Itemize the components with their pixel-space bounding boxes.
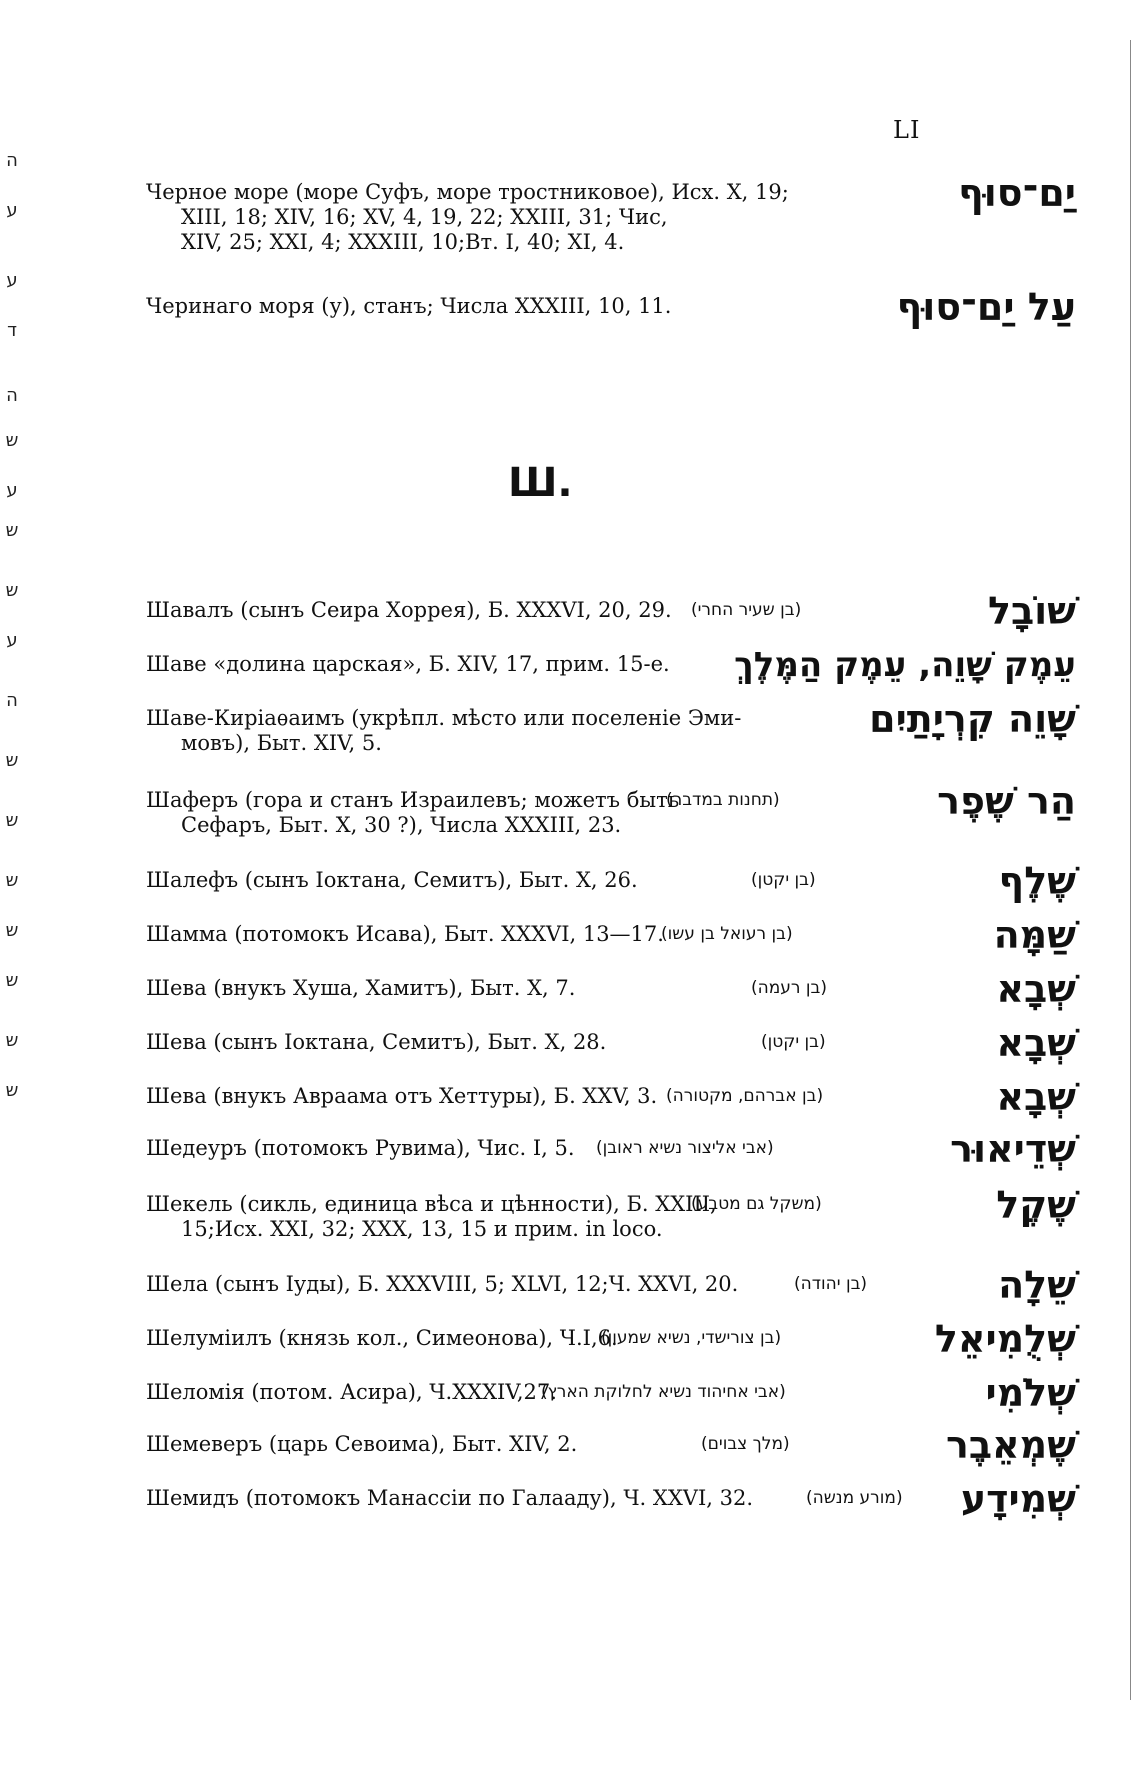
hebrew-headword: שְׁמִידָע [960, 1477, 1076, 1521]
hebrew-note: (בן רעואל בן עשו) [661, 924, 793, 944]
hebrew-note: (בן יקטן) [761, 1032, 826, 1052]
hebrew-headword: הַר שֶׁפֶר [937, 779, 1076, 823]
hebrew-headword: עֵמֶק שָׁוֵה, עֵמֶק הַמֶּלֶךְ [734, 645, 1076, 685]
entry-line: мовъ), Быт. XIV, 5. [181, 731, 382, 755]
hebrew-headword: שְׁבָא [996, 1075, 1076, 1119]
hebrew-headword: שְׁלֹמִי [985, 1371, 1076, 1415]
hebrew-headword: שׁוֹבָל [987, 589, 1076, 633]
entry-line: Шева (внукъ Авраама отъ Хеттуры), Б. XXV, 3. [146, 1084, 658, 1108]
entry-text [146, 1030, 821, 1055]
entry-line: Шалефъ (сынъ Іоктана, Семитъ), Быт. X, 26. [146, 868, 638, 892]
hebrew-headword: שְׁבָא [996, 967, 1076, 1011]
hebrew-headword: שָׁוֵה קִרְיָתַיִם [869, 697, 1076, 741]
hebrew-headword: עַל יַם־סוּף [896, 285, 1076, 329]
entry-line: XIII, 18; XIV, 16; XV, 4, 19, 22; XXIII, 31; Чис, [181, 205, 668, 229]
entry-line: Шела (сынъ Іуды), Б. XXXVIII, 5; XLVI, 12;Ч. XXVI, 20. [146, 1272, 739, 1296]
hebrew-note: (בן יהודה) [794, 1274, 868, 1294]
entry-text [146, 294, 821, 319]
bleed-through-margin: ה ע ע ד ה ש ע ש ש ע ה ש ש ש ש ש ש ש [5, 150, 19, 1101]
hebrew-note: (בן יקטן) [751, 870, 816, 890]
entry-line: Шемидъ (потомокъ Манассіи по Галааду), Ч. XXVI, 32. [146, 1486, 754, 1510]
entry-text [146, 868, 821, 893]
entry-text [146, 1486, 821, 1511]
entry-line: 15;Исх. XXI, 32; XXX, 13, 15 и прим. in loco. [181, 1217, 663, 1241]
entry-line: Сефаръ, Быт. X, 30 ?), Числа XXXIII, 23. [181, 813, 622, 837]
entry-line: Черинаго моря (у), станъ; Числа XXXIII, 10, 11. [146, 294, 672, 318]
hebrew-headword: שֶׁמְאֵבֶר [945, 1423, 1076, 1467]
entry-line: Шамма (потомокъ Исава), Быт. XXXVI, 13—17. [146, 922, 664, 946]
hebrew-note: (אבי אחיהוד נשיא לחלוקת הארץ) [541, 1382, 786, 1402]
hebrew-note: (תחנות במדבר) [666, 790, 780, 810]
hebrew-headword: שַׁמָּה [993, 913, 1076, 957]
hebrew-note: (אבי אליצור נשיא ראובן) [596, 1138, 774, 1158]
entry-line: Шавалъ (сынъ Сеира Хоррея), Б. XXXVI, 20, 29. [146, 598, 672, 622]
entry-line: Шемеверъ (царь Севоима), Быт. XIV, 2. [146, 1432, 578, 1456]
entry-line: Шаве-Киріаѳаимъ (укрѣпл. мѣсто или поселеніе Эми- [146, 706, 742, 730]
hebrew-note: (משקל גם מטבע) [691, 1194, 822, 1214]
entry-line: Шаферъ (гора и станъ Израилевъ; можетъ быть [146, 788, 680, 812]
page-edge-rule [1130, 40, 1131, 1700]
hebrew-note: (בן רעמה) [751, 978, 828, 998]
entry-line: Шеломія (потом. Асира), Ч.XXXIV,27. [146, 1380, 557, 1404]
entry-line: Черное море (море Суфъ, море тростниковое), Исх. X, 19; [146, 180, 789, 204]
entry-text [146, 976, 821, 1001]
entry-line: Шедеуръ (потомокъ Рувима), Чис. I, 5. [146, 1136, 575, 1160]
hebrew-headword: שֶׁלֶף [998, 859, 1076, 903]
hebrew-headword: שֶׁקֶל [996, 1183, 1076, 1227]
hebrew-note: (בן אברהם, מקטורה) [666, 1086, 824, 1106]
hebrew-headword: שְׁבָא [996, 1021, 1076, 1065]
entry-text [146, 706, 821, 756]
hebrew-headword: שְׁלֻמִיאֵל [934, 1317, 1076, 1361]
entry-line: Шаве «долина царская», Б. XIV, 17, прим. 15-е. [146, 652, 670, 676]
entry-text [146, 180, 821, 255]
hebrew-headword: שֵׁלָה [998, 1263, 1076, 1307]
page-number: LI [893, 116, 921, 144]
entry-line: Шелуміилъ (князь кол., Симеонова), Ч.I,6. [146, 1326, 618, 1350]
hebrew-note: (מלך צבוים) [701, 1434, 790, 1454]
entry-line: Шева (сынъ Іоктана, Семитъ), Быт. X, 28. [146, 1030, 607, 1054]
entry-line: Шекель (сикль, единица вѣса и цѣнности), Б. XXIII, [146, 1192, 717, 1216]
hebrew-headword: שְׁדֵיאוּר [950, 1127, 1076, 1171]
hebrew-note: (בן צורישדי, נשיא שמעון) [601, 1328, 782, 1348]
section-letter: Ш. [508, 460, 573, 506]
hebrew-headword: יַם־סוּף [958, 171, 1076, 215]
hebrew-note: (בן שעיר החרי) [691, 600, 802, 620]
entry-line: Шева (внукъ Хуша, Хамитъ), Быт. X, 7. [146, 976, 576, 1000]
entry-text [146, 652, 821, 677]
entry-line: XIV, 25; XXI, 4; XXXIII, 10;Вт. I, 40; XI, 4. [181, 230, 625, 254]
entry-text [146, 1272, 821, 1297]
hebrew-note: (מורע מנשה) [806, 1488, 903, 1508]
